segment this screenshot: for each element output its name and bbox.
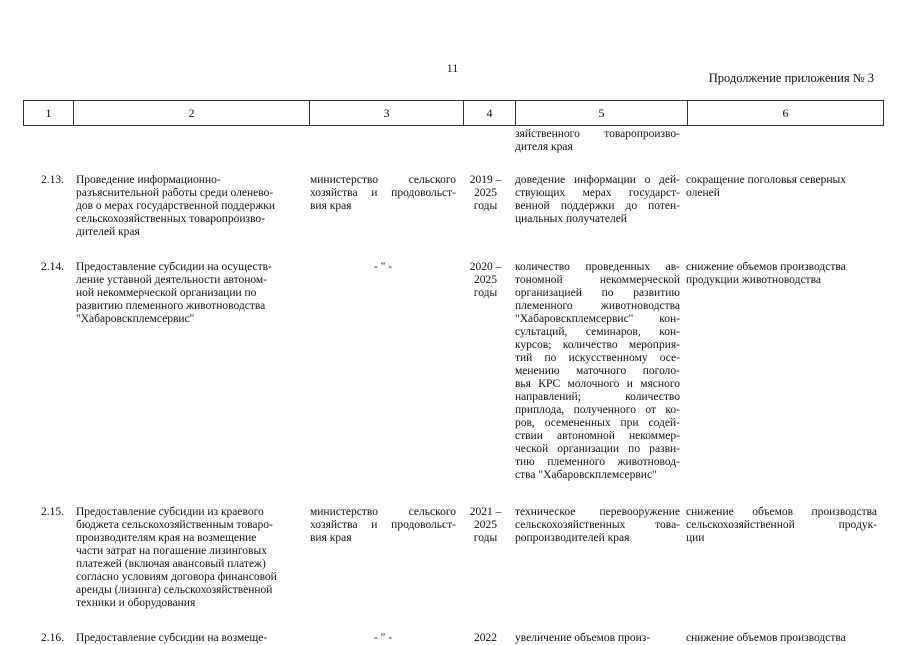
row-organization-line: министерство сельского [310,506,456,518]
carryover-row [23,128,877,154]
table-row [23,174,877,239]
row-years-line: 2021 – [469,506,502,518]
row-result-line: ствии автономной некоммер- [515,430,680,442]
row-effect-line: продукции животноводства [686,274,821,286]
row-result-line: тию племенного животновод- [515,456,680,468]
header-col-6: 6 [688,101,884,126]
row-years-line: 2025 [474,519,497,531]
row-result-line: менению маточного поголо- [515,365,680,377]
table-header [23,100,884,126]
row-years-line: 2022 [474,632,497,644]
row-title-line: Предоставление субсидии на возмеще- [76,632,268,644]
row-effect-line: ции [686,532,705,544]
row-result-line: приплода, полученного от ко- [515,404,680,416]
row-title-line: сельскохозяйственных товаропроизво- [76,213,265,225]
row-title-line: "Хабаровскплемсервис" [76,313,195,325]
header-col-2: 2 [74,101,310,126]
row-organization-line: хозяйства и продовольст- [310,519,456,531]
row-result-line: ров, осемененных при содей- [515,417,680,429]
row-effect-line: снижение объемов производства [686,506,877,518]
row-years-line: годы [473,200,498,212]
row-effect-line: снижение объемов производства [686,632,846,644]
row-result-line: тий по искусственному осе- [515,352,680,364]
row-title [72,261,307,482]
row-result [511,261,682,482]
row-organization [307,261,460,482]
row-result-line: венной поддержки до потен- [515,200,680,212]
row-number: 2.16. [41,632,64,644]
row-result-line: количество проведенных ав- [515,261,680,273]
table-row [23,261,877,482]
row-effect [682,632,877,645]
row-years-line: годы [473,287,498,299]
row-years-line: 2025 [474,187,497,199]
row-years-line: 2019 – [469,174,502,186]
row-organization-line: - " - [373,261,393,273]
empty-cell [23,128,72,154]
row-organization-line: - " - [373,632,393,644]
carryover-result-line: дителя края [515,141,573,153]
row-title-line: ление уставной деятельности автоном- [76,274,267,286]
row-result-line: ства "Хабаровскплемсервис" [515,469,657,481]
carryover-result-line: зяйственного товаропроизво- [515,128,680,140]
row-result-line: ствующих мерах государст- [515,187,680,199]
row-organization-line: министерство сельского [310,174,456,186]
appendix-label: Продолжение приложения № 3 [708,71,874,85]
row-title-line: платежей (включая авансовый платеж) [76,558,266,570]
row-effect-line: оленей [686,187,720,199]
empty-cell [72,128,307,154]
table-row [23,632,877,645]
row-title-line: Проведение информационно- [76,174,221,186]
row-years [460,261,511,482]
row-result-line: тономной некоммерческой [515,274,680,286]
row-effect-line: сокращение поголовья северных [686,174,847,186]
row-result-line: циальных получателей [515,213,627,225]
row-title-line: техники и оборудования [76,597,196,609]
table-body [23,128,877,645]
row-number: 2.15. [41,506,64,518]
header-col-3: 3 [310,101,464,126]
row-years [460,174,511,239]
row-organization [307,174,460,239]
row-years-line: 2020 – [469,261,502,273]
row-title-line: Предоставление субсидии из краевого [76,506,264,518]
row-organization-line: вия края [310,532,352,544]
row-result [511,632,682,645]
row-number: 2.13. [41,174,64,186]
row-title-line: согласно условиям договора финансовой [76,571,277,583]
row-title-line: производителям края на возмещение [76,532,257,544]
header-col-4: 4 [464,101,516,126]
row-title-line: бюджета сельскохозяйственным товаро- [76,519,273,531]
row-number: 2.14. [41,261,64,273]
row-title-line: части затрат на погашение лизинговых [76,545,267,557]
row-effect [682,261,877,482]
row-organization-line: вия края [310,200,352,212]
row-result-line: увеличение объемов произ- [515,632,651,644]
row-result-line: сельскохозяйственных това- [515,519,680,531]
table-row [23,506,877,610]
row-organization [307,632,460,645]
row-title [72,174,307,239]
row-result-line: сультаций, семинаров, кон- [515,326,680,338]
row-title [72,632,307,645]
row-result [511,506,682,610]
row-result-line: племенного животноводства [515,300,680,312]
row-title-line: ной некоммерческой организации по [76,287,257,299]
header-col-5: 5 [516,101,688,126]
row-years-line: 2025 [474,274,497,286]
row-result-line: организацией по развитию [515,287,680,299]
carryover-result [511,128,682,154]
row-effect-line: сельскохозяйственной продук- [686,519,877,531]
row-title-line: разъяснительной работы среди оленево- [76,187,274,199]
empty-cell [307,128,460,154]
row-effect [682,174,877,239]
row-organization [307,506,460,610]
row-effect-line: снижение объемов производства [686,261,846,273]
row-result-line: курсов; количество мероприя- [515,339,680,351]
row-result-line: ческой организации по разви- [515,443,680,455]
row-title-line: развитию племенного животноводства [76,300,266,312]
row-result-line: техническое перевооружение [515,506,680,518]
row-result-line: ропроизводителей края [515,532,630,544]
row-title-line: аренды (лизинга) сельскохозяйственной [76,584,273,596]
row-years-line: годы [473,532,498,544]
row-result-line: доведение информации о дей- [515,174,680,186]
row-years [460,632,511,645]
row-result-line: вья КРС молочного и мясного [515,378,680,390]
row-title-line: Предоставление субсидии на осуществ- [76,261,272,273]
header-col-1: 1 [24,101,74,126]
row-effect [682,506,877,610]
page-number: 11 [446,61,459,75]
empty-cell [682,128,877,154]
empty-cell [460,128,511,154]
row-organization-line: хозяйства и продовольст- [310,187,456,199]
row-title-line: дов о мерах государственной поддержки [76,200,276,212]
row-title-line: дителей края [76,226,140,238]
row-result-line: "Хабаровскплемсервис" кон- [515,313,680,325]
row-title [72,506,307,610]
row-years [460,506,511,610]
row-result-line: направлений; количество [515,391,680,403]
row-result [511,174,682,239]
